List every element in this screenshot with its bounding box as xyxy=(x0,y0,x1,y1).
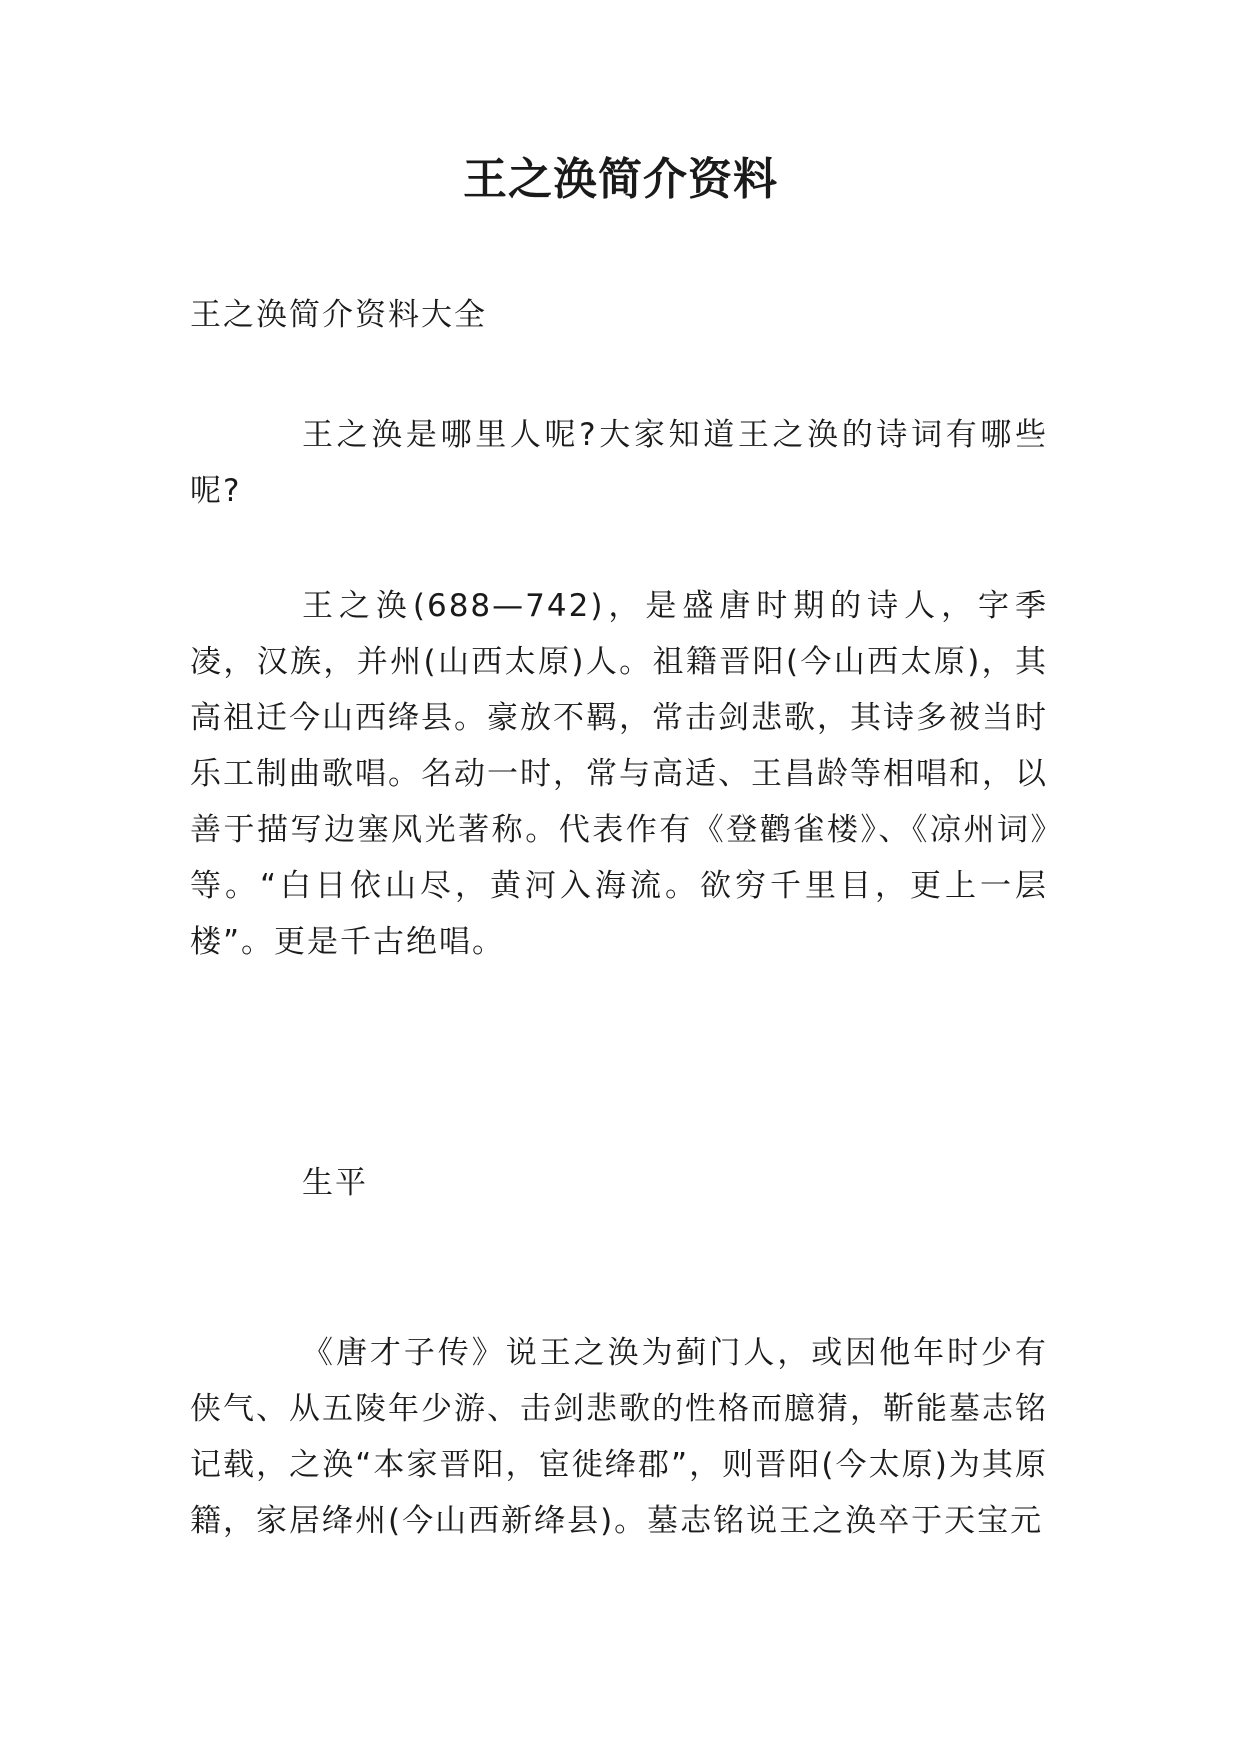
life-paragraph: 《唐才子传》说王之涣为蓟门人，或因他年时少有侠气、从五陵年少游、击剑悲歌的性格而臆猜，靳能墓志铭记载，之涣“本家晋阳，宦徙绛郡”，则晋阳(今太原)为其原籍，家居绛州(今山西新绛县)。墓志铭说王之涣卒于天宝元 xyxy=(190,1335,1048,1539)
biography-paragraph: 王之涣(688—742)，是盛唐时期的诗人，字季凌，汉族，并州(山西太原)人。祖籍晋阳(今山西太原)，其高祖迁今山西绛县。豪放不羁，常击剑悲歌，其诗多被当时乐工制曲歌唱。名动一时，常与高适、王昌龄等相唱和，以善于描写边塞风光著称。代表作有《登鹳雀楼》、《凉州词》等。“白日依山尽，黄河入海流。欲穷千里目，更上一层楼”。更是千古绝唱。 xyxy=(190,588,1048,960)
intro-question-paragraph: 王之涣是哪里人呢?大家知道王之涣的诗词有哪些呢? xyxy=(190,417,1048,509)
section-heading-life: 生平 xyxy=(302,1165,368,1201)
document-title: 王之涣简介资料 xyxy=(463,154,778,205)
document-subtitle: 王之涣简介资料大全 xyxy=(190,297,487,333)
